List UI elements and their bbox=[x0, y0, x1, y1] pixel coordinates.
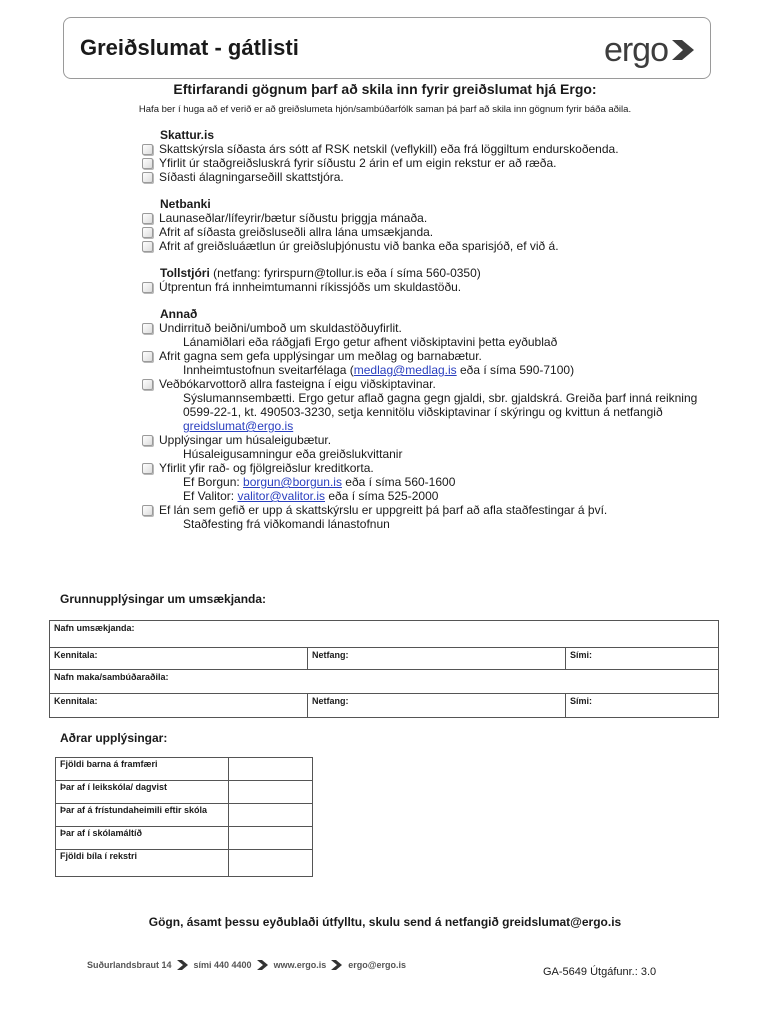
checkbox[interactable] bbox=[142, 505, 153, 516]
checkbox[interactable] bbox=[142, 241, 153, 252]
checkbox[interactable] bbox=[142, 172, 153, 183]
section-annad bbox=[142, 307, 702, 531]
checklist-item: Afrit af síðasta greiðsluseðli allra lána umsækjanda. bbox=[142, 225, 702, 239]
checklist-item: Yfirlit úr staðgreiðsluskrá fyrir síðustu 2 árin ef um eigin rekstur er að ræða. bbox=[142, 156, 702, 170]
borgun-email-link[interactable]: borgun@borgun.is bbox=[243, 475, 342, 489]
section-tollstjori bbox=[142, 266, 702, 294]
phone-field[interactable]: Sími: bbox=[566, 648, 719, 670]
section-title: Annað bbox=[160, 307, 198, 321]
checkbox[interactable] bbox=[142, 379, 153, 390]
checkbox[interactable] bbox=[142, 213, 153, 224]
send-note: Gögn, ásamt þessu eyðublaði útfylltu, skulu send á netfangið greidslumat@ergo.is bbox=[148, 915, 622, 929]
afterschool-label: Þar af á frístundaheimili eftir skóla bbox=[56, 804, 229, 827]
valitor-email-link[interactable]: valitor@valitor.is bbox=[237, 489, 326, 503]
checkbox[interactable] bbox=[142, 463, 153, 474]
item-detail: Ef Borgun: borgun@borgun.is eða í síma 560-1600 bbox=[183, 475, 456, 489]
children-label: Fjöldi barna á framfæri bbox=[56, 758, 229, 781]
checkbox[interactable] bbox=[142, 144, 153, 155]
applicant-name-field[interactable]: Nafn umsækjanda: bbox=[50, 621, 719, 648]
item-detail: Ef Valitor: valitor@valitor.is eða í síma 525-2000 bbox=[183, 489, 439, 503]
section-skattur bbox=[142, 128, 702, 184]
section-title: Tollstjóri (netfang: fyrirspurn@tollur.is eða í síma 560-0350) bbox=[160, 266, 481, 280]
checkbox[interactable] bbox=[142, 435, 153, 446]
checklist-item: Ef lán sem gefið er upp á skattskýrslu er uppgreitt þá þarf að afla staðfestingar á því. bbox=[142, 503, 702, 517]
footer-web: www.ergo.is bbox=[273, 960, 327, 970]
cars-label: Fjöldi bíla í rekstri bbox=[56, 850, 229, 877]
basic-info-heading: Grunnupplýsingar um umsækjanda: bbox=[60, 592, 267, 606]
checklist-item: Afrit af greiðsluáætlun úr greiðsluþjónustu við banka eða sparisjóð, ef við á. bbox=[142, 239, 702, 253]
checklist-item: Afrit gagna sem gefa upplýsingar um meðlag og barnabætur. bbox=[142, 349, 702, 363]
checklist-item: Yfirlit yfir rað- og fjölgreiðslur kreditkorta. bbox=[142, 461, 702, 475]
school-meals-value-field[interactable] bbox=[229, 827, 313, 850]
item-detail: Innheimtustofnun sveitarfélaga (medlag@medlag.is eða í síma 590-7100) bbox=[183, 363, 575, 377]
footer-phone: sími 440 4400 bbox=[193, 960, 252, 970]
logo-text: ergo bbox=[603, 30, 668, 69]
preschool-label: Þar af í leikskóla/ dagvist bbox=[56, 781, 229, 804]
item-detail: Staðfesting frá viðkomandi lánastofnun bbox=[183, 517, 390, 531]
spouse-name-field[interactable]: Nafn maka/sambúðaraðila: bbox=[50, 670, 719, 694]
spouse-phone-field[interactable]: Sími: bbox=[566, 694, 719, 718]
medlag-email-link[interactable]: medlag@medlag.is bbox=[353, 363, 457, 377]
footer bbox=[87, 960, 406, 970]
other-info-heading: Aðrar upplýsingar: bbox=[60, 731, 168, 745]
checklist-item: Veðbókarvottorð allra fasteigna í eigu viðskiptavinar. bbox=[142, 377, 702, 391]
id-number-field[interactable]: Kennitala: bbox=[50, 648, 308, 670]
checklist-item: Útprentun frá innheimtumanni ríkissjóðs um skuldastöðu. bbox=[142, 280, 702, 294]
section-title: Netbanki bbox=[160, 197, 211, 211]
basic-info-table bbox=[49, 620, 719, 718]
preschool-value-field[interactable] bbox=[229, 781, 313, 804]
checklist-item: Launaseðlar/lífeyrir/bætur síðustu þriggja mánaða. bbox=[142, 211, 702, 225]
email-field[interactable]: Netfang: bbox=[308, 648, 566, 670]
checkbox[interactable] bbox=[142, 158, 153, 169]
document-id: GA-5649 Útgáfunr.: 3.0 bbox=[543, 966, 657, 978]
page-title: Greiðslumat - gátlisti bbox=[80, 35, 299, 60]
school-meals-label: Þar af í skólamáltíð bbox=[56, 827, 229, 850]
logo-arrow-icon bbox=[670, 37, 696, 63]
checklist-item: Skattskýrsla síðasta árs sótt af RSK netskil (veflykill) eða frá löggiltum endurskoðenda. bbox=[142, 142, 702, 156]
children-value-field[interactable] bbox=[229, 758, 313, 781]
spouse-id-number-field[interactable]: Kennitala: bbox=[50, 694, 308, 718]
checkbox[interactable] bbox=[142, 227, 153, 238]
ergo-logo bbox=[604, 30, 696, 70]
header-box bbox=[63, 17, 711, 79]
couple-note: Hafa ber í huga að ef verið er að greiðslumeta hjón/sambúðarfólk saman þá þarf að skila inn gögnum fyrir báða aðila. bbox=[138, 104, 632, 115]
checklist-item: Undirrituð beiðni/umboð um skuldastöðuyfirlit. bbox=[142, 321, 702, 335]
checklist bbox=[142, 128, 702, 544]
checklist-item: Síðasti álagningarseðill skattstjóra. bbox=[142, 170, 702, 184]
section-title: Skattur.is bbox=[160, 128, 215, 142]
tollstjori-contact: (netfang: fyrirspurn@tollur.is eða í síma 560-0350) bbox=[209, 266, 481, 280]
item-detail: Sýslumannsembætti. Ergo getur aflað gagna gegn gjaldi, sbr. gjaldskrá. Greiða þarf inná reikning 0599-22-1, kt. 490503-3230, setja kennitölu viðskiptavinar í skýringu og kvittun á netfangið greidslumat@ergo.is bbox=[183, 391, 698, 433]
subtitle: Eftirfarandi gögnum þarf að skila inn fyrir greiðslumat hjá Ergo: bbox=[173, 81, 597, 97]
footer-email: ergo@ergo.is bbox=[348, 960, 407, 970]
arrow-icon bbox=[257, 960, 269, 970]
arrow-icon bbox=[177, 960, 189, 970]
cars-value-field[interactable] bbox=[229, 850, 313, 877]
footer-address: Suðurlandsbraut 14 bbox=[87, 960, 172, 970]
section-netbanki bbox=[142, 197, 702, 253]
item-detail: Húsaleigusamningur eða greiðslukvittanir bbox=[183, 447, 403, 461]
afterschool-value-field[interactable] bbox=[229, 804, 313, 827]
item-detail: Lánamiðlari eða ráðgjafi Ergo getur afhent viðskiptavini þetta eyðublað bbox=[183, 335, 558, 349]
checkbox[interactable] bbox=[142, 323, 153, 334]
arrow-icon bbox=[331, 960, 343, 970]
other-info-table bbox=[55, 757, 313, 877]
spouse-email-field[interactable]: Netfang: bbox=[308, 694, 566, 718]
checklist-item: Upplýsingar um húsaleigubætur. bbox=[142, 433, 702, 447]
greidslumat-email-link[interactable]: greidslumat@ergo.is bbox=[183, 419, 294, 433]
checkbox[interactable] bbox=[142, 351, 153, 362]
checkbox[interactable] bbox=[142, 282, 153, 293]
